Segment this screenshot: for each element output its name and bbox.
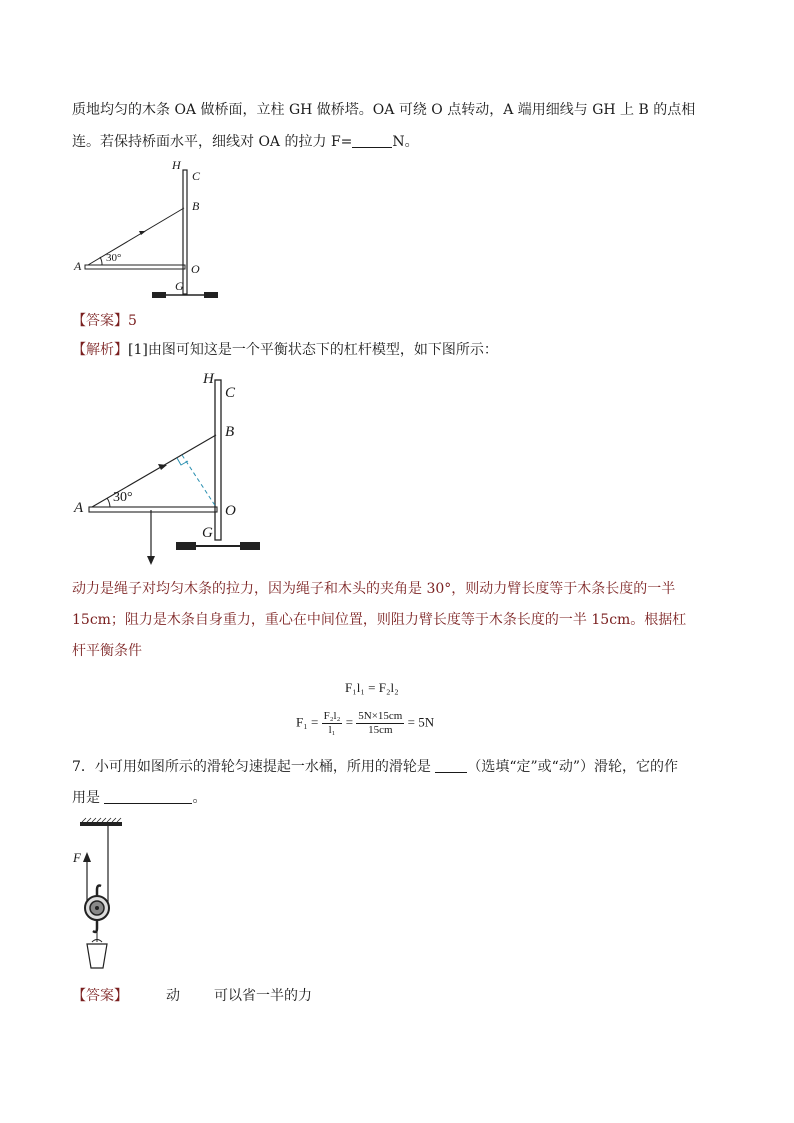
- label-G-small: G: [175, 279, 184, 293]
- fraction-1-den: l₁: [328, 724, 336, 736]
- analysis-text: [1]由图可知这是一个平衡状态下的杠杆模型，如下图所示：: [128, 342, 498, 358]
- equation-balance: F₁l₁ = F₂l₂: [345, 680, 399, 695]
- label-B-small: B: [192, 199, 200, 213]
- explain-line-1: 动力是绳子对均匀木条的拉力，因为绳子和木头的夹角是 30°，则动力臂长度等于木条长度的一半: [72, 581, 676, 597]
- eq-result: = 5N: [407, 714, 435, 730]
- label-C-large: C: [225, 385, 236, 401]
- problem7-text-4: 。: [192, 790, 207, 806]
- explain-line-3: 杆平衡条件: [72, 643, 142, 659]
- problem6-line2-text: 连。若保持桥面水平，细线对 OA 的拉力 F=: [72, 134, 353, 150]
- label-angle-large: 30°: [113, 490, 133, 505]
- fraction-2-num: 5N×15cm: [358, 710, 403, 722]
- problem6-line2-unit: N。: [392, 134, 419, 150]
- analysis-tag: 【解析】: [72, 342, 128, 358]
- label-A-small: A: [74, 259, 82, 273]
- explain-line-2: 15cm；阻力是木条自身重力，重心在中间位置，则阻力臂长度等于木条长度的一半 15cm。根据杠: [72, 612, 687, 628]
- problem6-line1: 质地均匀的木条 OA 做桥面，立柱 GH 做桥塔。OA 可绕 O 点转动，A 端用细线与 GH 上 B 的点相: [72, 102, 696, 118]
- label-C-small: C: [192, 169, 201, 183]
- label-H-large: H: [203, 371, 214, 387]
- fraction-1-num: F₂l₂: [323, 710, 341, 722]
- answer-tag: 【答案】: [72, 313, 128, 329]
- label-force: F: [73, 850, 81, 865]
- answer7-value1: 动: [166, 988, 180, 1004]
- answer-value: 5: [128, 313, 137, 329]
- label-angle-small: 30°: [106, 252, 122, 264]
- problem7-text-2: （选填“定”或“动”）滑轮，它的作: [467, 759, 678, 775]
- eq-equals: =: [345, 714, 354, 730]
- answer-line-7: [72, 987, 312, 1005]
- problem7-text-1: 7．小可用如图所示的滑轮匀速提起一水桶，所用的滑轮是: [72, 759, 431, 775]
- label-H-small: H: [172, 158, 181, 172]
- eq-lhs: F₁ =: [296, 714, 319, 730]
- label-G-large: G: [202, 525, 213, 541]
- answer7-tag: 【答案】: [72, 988, 128, 1004]
- fraction-2-den: 15cm: [368, 724, 393, 736]
- label-O-large: O: [225, 503, 236, 519]
- label-O-small: O: [191, 262, 200, 276]
- label-A-large: A: [74, 500, 84, 516]
- answer7-value2: 可以省一半的力: [214, 988, 312, 1004]
- label-B-large: B: [225, 424, 235, 440]
- problem7-text-3: 用是: [72, 790, 100, 806]
